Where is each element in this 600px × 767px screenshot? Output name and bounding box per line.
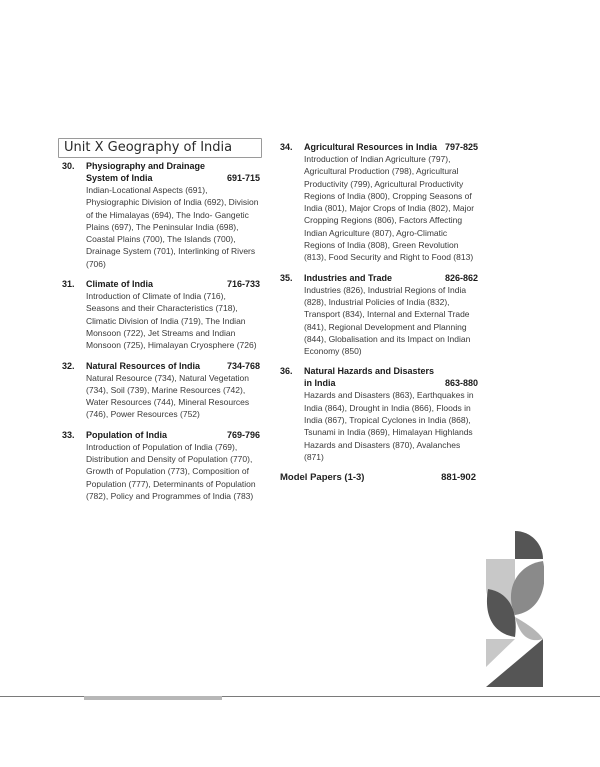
footer-accent-bar <box>84 696 222 700</box>
unit-title: Unit X Geography of India <box>58 138 262 158</box>
toc-entry-35[interactable] <box>280 272 478 358</box>
leaf-shape-small <box>515 617 543 640</box>
entry-title: Natural Resources of India <box>86 360 201 371</box>
entry-number: 35. <box>280 272 293 283</box>
right-column <box>280 141 478 471</box>
toc-entry-31[interactable] <box>62 278 260 351</box>
entry-heading <box>62 429 260 441</box>
entry-heading <box>280 141 478 153</box>
entry-topics: Indian-Locational Aspects (691), Physiographic Division of India (692), Division of the Himalayas (694), The Indo- Gangetic Plains (697), The Peninsular India (698), Coastal Plains (700), The Islands (700), Drainage System (701), Interlinking of Rivers (706) <box>86 185 259 269</box>
entry-pages: 769-796 <box>226 429 260 440</box>
leaf-shape-right <box>511 561 544 615</box>
decorative-shapes <box>486 531 544 687</box>
entry-number: 30. <box>62 161 75 171</box>
entry-title: Climate of India <box>86 279 154 290</box>
entry-topics: Introduction of Climate of India (716), Seasons and their Characteristics (718), Climatic Division of India (719), The Indian Monsoon (722), Jet Streams and Indian Monsoon (725), Himalayan Cryosphere (726) <box>86 291 257 351</box>
entry-number: 32. <box>62 360 75 371</box>
toc-entry-30[interactable] <box>62 160 260 270</box>
entry-title: Industries and Trade <box>304 272 393 283</box>
model-papers-entry[interactable] <box>280 472 476 483</box>
toc-entry-32[interactable] <box>62 360 260 421</box>
quarter-circle-shape <box>515 531 543 559</box>
toc-entry-33[interactable] <box>62 429 260 502</box>
entry-number: 31. <box>62 279 75 290</box>
entry-title: Natural Hazards and Disasters in India <box>304 366 435 389</box>
entry-title: Population of India <box>86 429 167 440</box>
entry-title: Agricultural Resources in India <box>304 142 438 152</box>
entry-pages: 797-825 <box>444 142 478 152</box>
model-papers-label: Model Papers (1-3) <box>280 472 365 483</box>
entry-heading <box>62 360 260 372</box>
left-column <box>62 160 260 510</box>
entry-heading <box>62 278 260 290</box>
model-papers-pages: 881-902 <box>441 472 476 483</box>
entry-number: 34. <box>280 142 293 152</box>
entry-pages: 691-715 <box>226 173 260 183</box>
entry-topics: Hazards and Disasters (863), Earthquakes in India (864), Drought in India (866), Floods in India (867), Tropical Cyclones in India (868), Tsunami in India (869), Himalayan Highlands Hazards and Disasters (870), Avalanches (871) <box>304 390 474 462</box>
entry-pages: 734-768 <box>226 360 260 371</box>
toc-entry-36[interactable] <box>280 365 478 463</box>
entry-pages: 863-880 <box>444 378 478 389</box>
entry-topics: Introduction of Population of India (769), Distribution and Density of Population (770), Growth of Population (773), Composition of Population (777), Determinants of Population (782), Policy and Programmes of India (783) <box>86 441 256 501</box>
entry-heading <box>280 272 478 284</box>
entry-title: Physiography and Drainage System of India <box>86 161 206 183</box>
entry-pages: 716-733 <box>226 279 260 290</box>
entry-heading <box>62 160 260 184</box>
entry-topics: Natural Resource (734), Natural Vegetation (734), Soil (739), Marine Resources (742), Water Resources (744), Mineral Resources (746), Power Resources (752) <box>86 372 250 420</box>
entry-pages: 826-862 <box>444 272 478 283</box>
entry-heading <box>280 365 478 389</box>
triangle-light-shape <box>486 639 515 667</box>
entry-topics: Introduction of Indian Agriculture (797), Agricultural Production (798), Agricultural Productivity (799), Agricultural Productivity Regions of India (800), Cropping Seasons of India (801), Major Crops of India (802), Major Cropping Regions (806), Factors Affecting Indian Agriculture (807), Agro-Climatic Regions of India (808), Green Revolution (813), Food Security and Right to Food (813) <box>304 154 475 263</box>
entry-topics: Industries (826), Industrial Regions of India (828), Industrial Policies of India (832), Transport (834), Internal and External Trade (841), Regional Development and Planning (844), Globalisation and its Impact on Indian Economy (850) <box>304 284 471 357</box>
toc-entry-34[interactable] <box>280 141 478 264</box>
entry-number: 36. <box>280 366 293 377</box>
entry-number: 33. <box>62 429 75 440</box>
